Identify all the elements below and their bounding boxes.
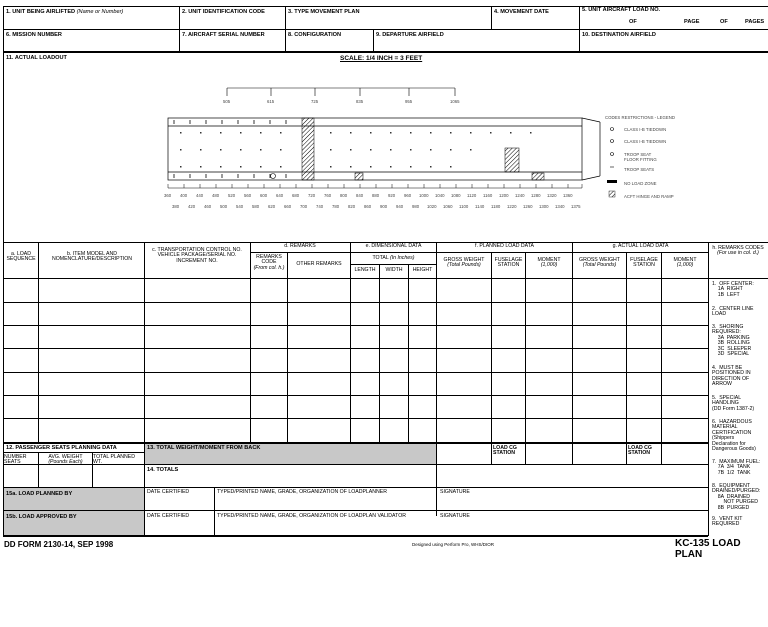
top-tick: 955 — [405, 99, 413, 104]
station-tick: 1100 — [459, 204, 469, 209]
col-remarks: d. REMARKS — [284, 243, 316, 249]
top-tick: 615 — [267, 99, 275, 104]
unit-id-code-label: 2. UNIT IDENTIFICATION CODE — [182, 9, 265, 15]
legend-item: NO LOAD ZONE — [624, 181, 657, 186]
station-tick: 900 — [380, 204, 388, 209]
designed-using: Designed using Perform Pro, WHS/DIOR — [412, 542, 495, 547]
station-tick: 360 — [164, 193, 172, 198]
remarks-codes-note: (For use in col. d.) — [717, 250, 759, 257]
scale-label: SCALE: 1/4 INCH = 3 FEET — [340, 55, 423, 62]
col-height: HEIGHT — [412, 267, 433, 273]
passenger-seats-label: 12. PASSENGER SEATS PLANNING DATA — [6, 445, 117, 451]
station-tick: 1220 — [507, 204, 517, 209]
code-6: 6. HAZARDOUS MATERIAL CERTIFICATION (Shippers Declaration for Dangerous Goods) — [712, 419, 756, 453]
aircraft-floor-diagram — [160, 80, 760, 200]
form-number: DD FORM 2130-14, SEP 1998 — [4, 540, 114, 549]
col-tcn: c. TRANSPORTATION CONTROL NO. VEHICLE PACKAGE/SERIAL NO. INCREMENT NO. — [152, 247, 242, 264]
station-tick: 1340 — [555, 204, 565, 209]
station-tick: 1140 — [475, 204, 485, 209]
actual-gross-text: GROSS WEIGHT — [579, 257, 620, 263]
station-tick: 1260 — [523, 204, 533, 209]
station-tick: 880 — [372, 193, 380, 198]
legend-title: CODES RESTRICTIONS - LEGEND — [605, 115, 675, 120]
remarks-codes-text: h. REMARKS CODES — [712, 245, 764, 251]
station-tick: 480 — [212, 193, 220, 198]
pages-label: PAGES — [745, 19, 765, 25]
number-seats-label: NUMBER SEATS — [4, 454, 27, 466]
legend-item: TROOP SEATS — [624, 167, 655, 172]
col-item-model: b. ITEM MODEL AND NOMENCLATURE/DESCRIPTION — [51, 251, 133, 263]
planned-moment-text: MOMENT — [537, 257, 561, 263]
type-movement-plan-label: 3. TYPE MOVEMENT PLAN — [288, 9, 360, 15]
form-title: KC-135 LOAD PLAN — [675, 538, 741, 560]
of-label-1: OF — [629, 19, 637, 25]
avg-weight-text: AVG. WEIGHT — [48, 454, 83, 460]
station-tick: 380 — [172, 204, 180, 209]
station-tick: 1160 — [483, 193, 493, 198]
legend-item: ACFT HINGE AND RAMP — [624, 194, 674, 199]
col-remarks-codes — [710, 246, 766, 257]
planned-moment-note: (1,000) — [540, 262, 558, 269]
avg-weight-label — [39, 455, 92, 466]
station-tick: 1120 — [467, 193, 477, 198]
station-tick: 640 — [276, 193, 284, 198]
station-tick: 800 — [340, 193, 348, 198]
actual-moment-note: (1,000) — [676, 262, 694, 269]
total-planned-wt-label: TOTAL PLANNED WT. — [93, 454, 135, 466]
station-tick: 700 — [300, 204, 308, 209]
planned-load-cg-station: LOAD CG STATION — [493, 445, 517, 457]
station-tick: 1060 — [443, 204, 453, 209]
col-actual-moment — [662, 258, 708, 269]
total-note: (In Inches) — [389, 255, 415, 261]
aircraft-serial-label: 7. AIRCRAFT SERIAL NUMBER — [182, 32, 265, 38]
unit-being-airlifted-label — [6, 10, 123, 16]
station-tick: 1180 — [491, 204, 501, 209]
actual-loadout-label: 11. ACTUAL LOADOUT — [6, 55, 67, 61]
movement-date-label: 4. MOVEMENT DATE — [494, 9, 549, 15]
station-tick: 1320 — [547, 193, 557, 198]
station-tick: 1375 — [571, 204, 581, 209]
actual-load-cg-station: LOAD CG STATION — [628, 445, 652, 457]
station-tick: 780 — [332, 204, 340, 209]
station-tick: 1360 — [563, 193, 573, 198]
totals-label: 14. TOTALS — [147, 467, 179, 473]
col-actual-fuselage: FUSELAGE STATION — [630, 257, 658, 269]
legend-item: TROOP SEAT FLOOR FITTING — [624, 152, 657, 162]
signature-15a: SIGNATURE — [440, 489, 470, 495]
col-actual-gross — [573, 258, 626, 269]
station-tick: 960 — [404, 193, 412, 198]
col-total-inches — [351, 256, 436, 261]
station-tick: 460 — [204, 204, 212, 209]
f1-note: (Name or Number) — [76, 9, 124, 15]
col-planned-gross — [437, 258, 491, 269]
station-tick: 420 — [188, 204, 196, 209]
station-tick: 660 — [284, 204, 292, 209]
total-text: TOTAL — [372, 255, 389, 261]
code-4: 4. MUST BE POSITIONED IN DIRECTION OF ARROW — [712, 365, 751, 388]
station-tick: 580 — [252, 204, 260, 209]
station-tick: 740 — [316, 204, 324, 209]
typed-name-planner: TYPED/PRINTED NAME, GRADE, ORGANIZATION OF LOADPLANNER — [217, 489, 387, 495]
col-length: LENGTH — [354, 267, 376, 273]
station-tick: 1020 — [427, 204, 437, 209]
actual-moment-text: MOMENT — [673, 257, 697, 263]
station-tick: 600 — [260, 193, 268, 198]
col-other-remarks: OTHER REMARKS — [296, 261, 342, 267]
date-certified-15a: DATE CERTIFIED — [147, 489, 190, 495]
code-9: 9. VENT KIT REQUIRED — [712, 516, 743, 528]
actual-gross-note: (Total Pounds) — [582, 262, 617, 269]
of-label-2: OF — [720, 19, 728, 25]
legend-item: CLASS I-B TIEDOWN — [624, 127, 667, 132]
mission-number-label: 6. MISSION NUMBER — [6, 32, 62, 38]
top-tick: 725 — [311, 99, 319, 104]
station-tick: 1200 — [499, 193, 509, 198]
col-planned-fuselage: FUSELAGE STATION — [494, 257, 523, 269]
station-tick: 560 — [244, 193, 252, 198]
station-tick: 940 — [396, 204, 404, 209]
code-1: 1. OFF CENTER: 1A RIGHT 1B LEFT — [712, 281, 754, 298]
code-5: 5. SPECIAL HANDLING (DD Form 1387-2) — [712, 395, 755, 412]
col-planned-moment — [526, 258, 572, 269]
avg-weight-note: (Pounds Each) — [48, 459, 83, 466]
load-approved-by-label: 15b. LOAD APPROVED BY — [6, 514, 77, 520]
configuration-label: 8. CONFIGURATION — [288, 32, 342, 38]
remarks-code-text: REMARKS CODE — [256, 254, 282, 266]
station-tick: 620 — [268, 204, 276, 209]
station-tick: 1240 — [515, 193, 525, 198]
date-certified-15b: DATE CERTIFIED — [147, 513, 190, 519]
top-tick: 505 — [223, 99, 231, 104]
station-tick: 440 — [196, 193, 204, 198]
load-planned-by-label: 15a. LOAD PLANNED BY — [6, 491, 73, 497]
col-actual: g. ACTUAL LOAD DATA — [612, 243, 669, 249]
station-tick: 840 — [356, 193, 364, 198]
station-tick: 1300 — [539, 204, 549, 209]
code-3: 3. SHORING REQUIRED: 3A PARKING 3B ROLLING 3C SLEEPER 3D SPECIAL — [712, 324, 752, 358]
col-planned: f. PLANNED LOAD DATA — [475, 243, 534, 249]
station-tick: 1280 — [531, 193, 541, 198]
station-tick: 1000 — [419, 193, 429, 198]
station-tick: 540 — [236, 204, 244, 209]
col-dimensional: e. DIMENSIONAL DATA — [365, 243, 422, 249]
legend-item: CLASS I-B TIEDOWN — [624, 139, 667, 144]
remarks-code-note: (From col. h.) — [253, 264, 285, 271]
total-weight-moment-label: 13. TOTAL WEIGHT/MOMENT FROM BACK — [147, 445, 261, 451]
code-7: 7. MAXIMUM FUEL: 7A 3/4 TANK 7B 1/2 TANK — [712, 459, 761, 476]
station-tick: 520 — [228, 193, 236, 198]
col-remarks-code — [251, 255, 287, 271]
signature-15b: SIGNATURE — [440, 513, 470, 519]
typed-name-validator: TYPED/PRINTED NAME, GRADE, ORGANIZATION OF LOADPLAN VALIDATOR — [217, 513, 406, 519]
station-tick: 720 — [308, 193, 316, 198]
station-tick: 920 — [388, 193, 396, 198]
col-load-sequence: a. LOAD SEQUENCE — [6, 251, 36, 263]
top-tick: 835 — [356, 99, 364, 104]
station-tick: 980 — [412, 204, 420, 209]
station-tick: 500 — [220, 204, 228, 209]
departure-airfield-label: 9. DEPARTURE AIRFIELD — [376, 32, 444, 38]
aircraft-load-no-label: 5. UNIT AIRCRAFT LOAD NO. — [582, 7, 661, 13]
station-tick: 860 — [364, 204, 372, 209]
page-label: PAGE — [684, 19, 700, 25]
station-tick: 1040 — [435, 193, 445, 198]
f1-text: 1. UNIT BEING AIRLIFTED — [6, 9, 76, 15]
planned-gross-text: GROSS WEIGHT — [443, 257, 485, 263]
col-width: WIDTH — [385, 267, 403, 273]
station-tick: 820 — [348, 204, 356, 209]
station-tick: 760 — [324, 193, 332, 198]
code-2: 2. CENTER LINE LOAD — [712, 306, 754, 318]
station-tick: 400 — [180, 193, 188, 198]
destination-airfield-label: 10. DESTINATION AIRFIELD — [582, 32, 656, 38]
station-tick: 680 — [292, 193, 300, 198]
station-tick: 1080 — [451, 193, 461, 198]
planned-gross-note: (Total Pounds) — [447, 262, 481, 269]
top-tick: 1065 — [450, 99, 460, 104]
code-8: 8. EQUIPMENT DRAINED/PURGED: 8A DRAINED NOT PURGED 8B PURGED — [712, 483, 761, 511]
